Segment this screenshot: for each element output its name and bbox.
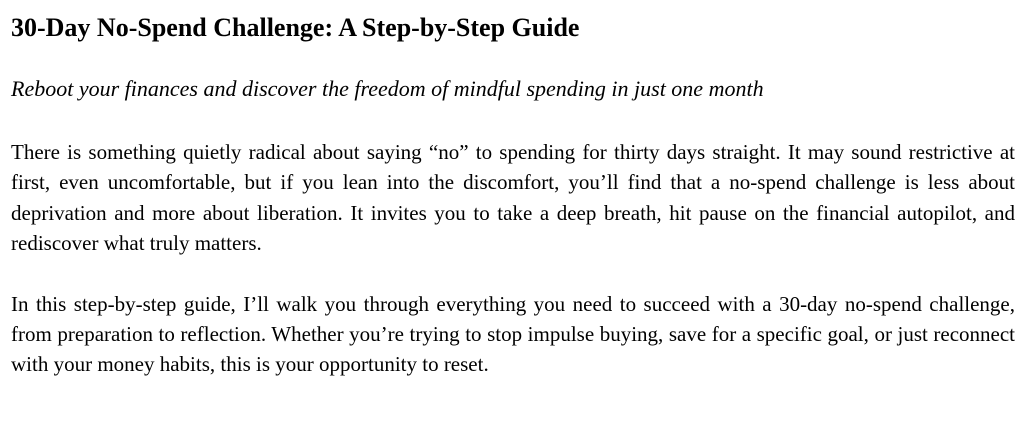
guide-overview-paragraph: In this step-by-step guide, I’ll walk you through everything you need to succeed with a 30-day no-spend challenge, from preparation to reflection. Whether you’re trying to stop impulse buying, save for a specific goal, or just reconnect with your money habits, this is your opportunity to reset. [11, 291, 1015, 377]
document-title: 30-Day No-Spend Challenge: A Step-by-Step Guide [11, 13, 580, 42]
document-subtitle: Reboot your finances and discover the freedom of mindful spending in just one month [11, 76, 764, 101]
intro-paragraph: There is something quietly radical about saying “no” to spending for thirty days straight. It may sound restrictive at first, even uncomfortable, but if you lean into the discomfort, you’ll find that a no-spend challenge is less about deprivation and more about liberation. It invites you to take a deep breath, hit pause on the financial autopilot, and rediscover what truly matters. [11, 140, 1015, 256]
